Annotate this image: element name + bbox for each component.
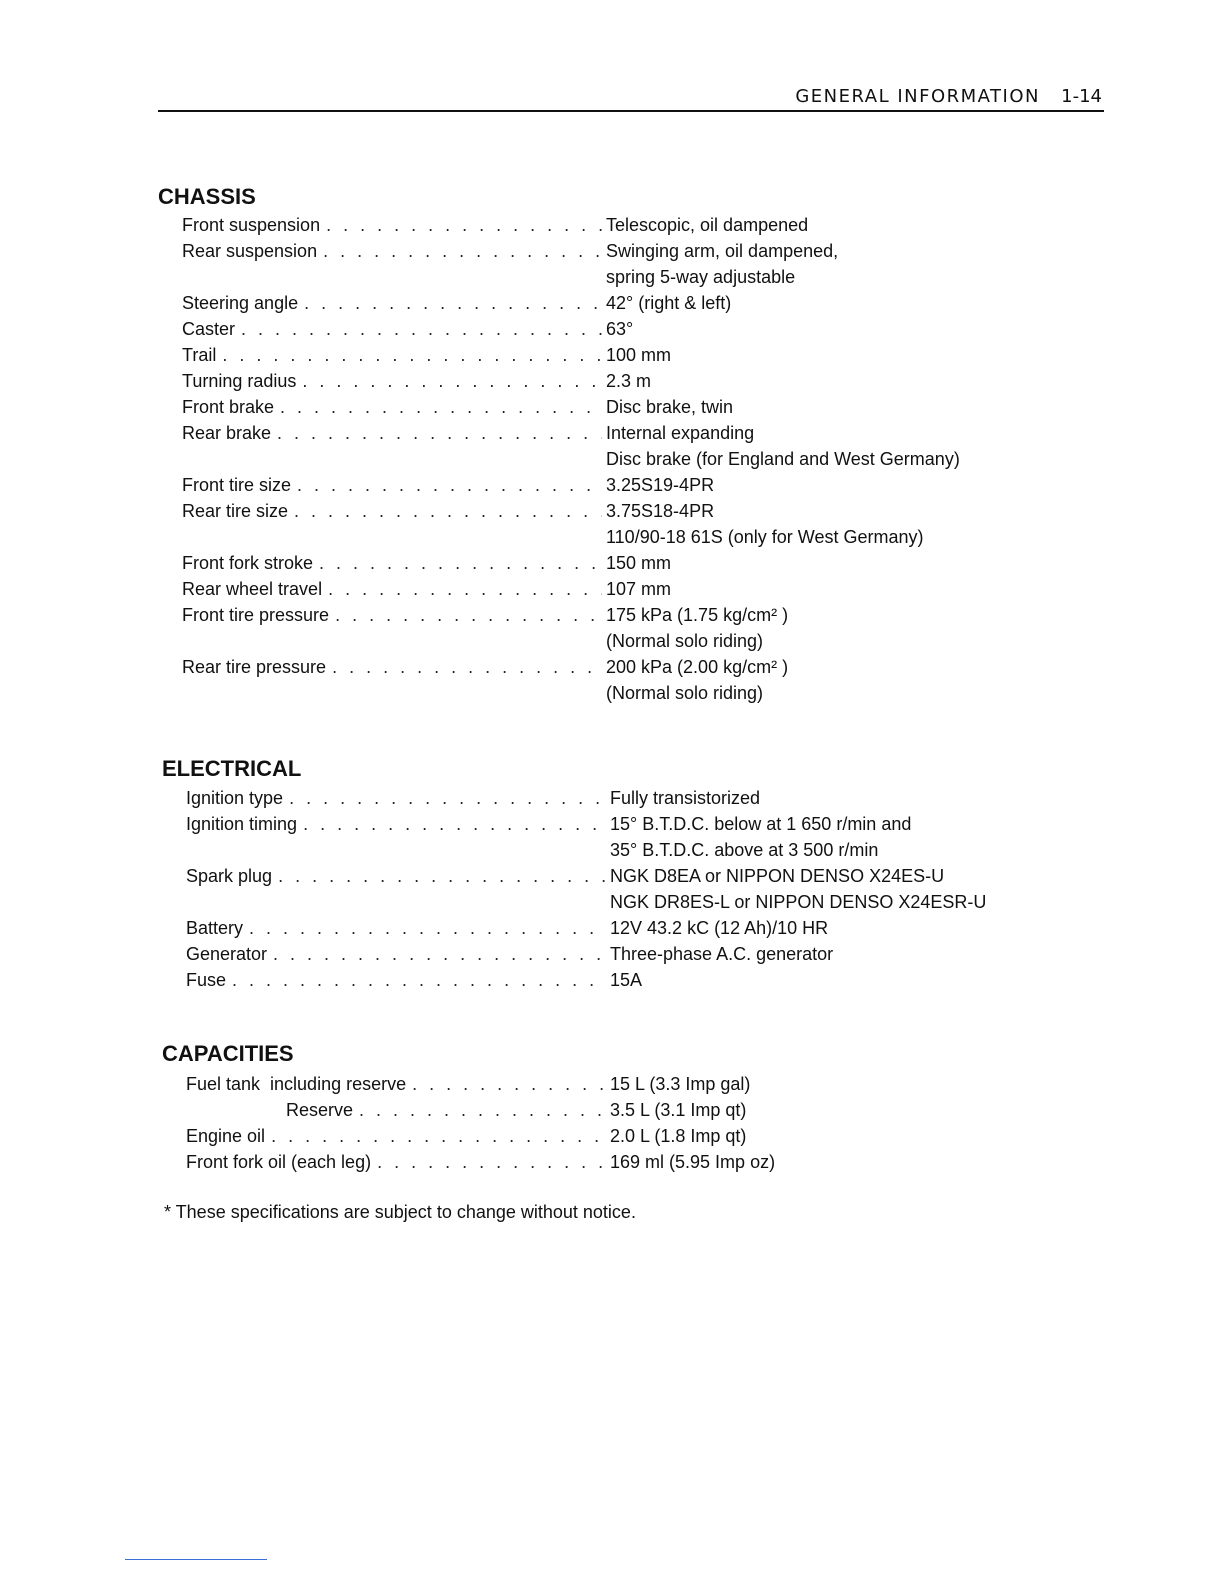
spec-value: spring 5-way adjustable	[606, 267, 796, 287]
dot-leader	[291, 472, 602, 498]
spec-row	[182, 680, 1042, 706]
dot-leader	[283, 785, 606, 811]
spec-label: Steering angle	[182, 293, 299, 313]
spec-value: Internal expanding	[606, 423, 755, 443]
spec-value: 2.3 m	[606, 371, 652, 391]
spec-label-cell	[182, 576, 602, 602]
chassis-spec-list	[182, 212, 1042, 706]
dot-leader	[235, 316, 602, 342]
spec-label: Turning radius	[182, 371, 297, 391]
dot-leader	[216, 342, 602, 368]
spec-value: 12V 43.2 kC (12 Ah)/10 HR	[610, 918, 829, 938]
spec-value: 2.0 L (1.8 Imp qt)	[610, 1126, 747, 1146]
spec-row	[182, 264, 1042, 290]
dot-leader	[243, 915, 606, 941]
spec-value: 63°	[606, 319, 634, 339]
spec-value: 3.75S18-4PR	[606, 501, 715, 521]
spec-row	[182, 550, 1042, 576]
dot-leader	[353, 1097, 606, 1123]
spec-row	[186, 941, 1046, 967]
dot-leader	[298, 290, 602, 316]
capacities-spec-list	[186, 1071, 1046, 1175]
spec-row	[182, 368, 1042, 394]
dot-leader	[371, 1149, 606, 1175]
dot-leader	[272, 863, 606, 889]
spec-value: 200 kPa (2.00 kg/cm² )	[606, 657, 789, 677]
dot-leader	[226, 967, 606, 993]
spec-row	[186, 1097, 1046, 1123]
spec-value: 100 mm	[606, 345, 672, 365]
dot-leader	[320, 212, 602, 238]
spec-label-cell	[182, 602, 602, 628]
spec-row	[182, 654, 1042, 680]
spec-value: Disc brake (for England and West Germany)	[606, 449, 960, 469]
spec-value: Telescopic, oil dampened	[606, 215, 809, 235]
spec-row	[186, 1149, 1046, 1175]
spec-row	[182, 498, 1042, 524]
spec-row	[186, 889, 1046, 915]
dot-leader	[274, 394, 602, 420]
spec-value: 15 L (3.3 Imp gal)	[610, 1074, 751, 1094]
spec-label: Front brake	[182, 397, 275, 417]
spec-row	[182, 342, 1042, 368]
spec-row	[182, 446, 1042, 472]
spec-value: NGK DR8ES-L or NIPPON DENSO X24ESR-U	[610, 892, 987, 912]
spec-value: 42° (right & left)	[606, 293, 732, 313]
spec-label: Reserve	[286, 1100, 354, 1120]
header-title: GENERAL INFORMATION	[795, 86, 1040, 107]
electrical-spec-list	[186, 785, 1046, 993]
spec-value: 15° B.T.D.C. below at 1 650 r/min and	[610, 814, 912, 834]
spec-label: Spark plug	[186, 866, 273, 886]
spec-row	[186, 837, 1046, 863]
spec-row	[182, 394, 1042, 420]
spec-row	[186, 811, 1046, 837]
spec-label-cell	[186, 941, 606, 967]
spec-label: Rear suspension	[182, 241, 318, 261]
electrical-title: ELECTRICAL	[162, 756, 302, 781]
spec-label-cell	[186, 1149, 606, 1175]
spec-row	[186, 1123, 1046, 1149]
spec-row	[182, 238, 1042, 264]
dot-leader	[297, 811, 606, 837]
spec-label-cell	[182, 498, 602, 524]
spec-label-cell	[182, 212, 602, 238]
dot-leader	[322, 576, 602, 602]
capacities-title: CAPACITIES	[162, 1041, 294, 1066]
spec-label-cell	[182, 472, 602, 498]
dot-leader	[296, 368, 602, 394]
spec-label-cell	[182, 394, 602, 420]
spec-value: 3.5 L (3.1 Imp qt)	[610, 1100, 747, 1120]
spec-label: Front tire pressure	[182, 605, 330, 625]
footnote: * These specifications are subject to change without notice.	[164, 1202, 636, 1222]
spec-row	[186, 785, 1046, 811]
spec-row	[186, 863, 1046, 889]
spec-label: Generator	[186, 944, 268, 964]
spec-label-cell	[182, 420, 602, 446]
spec-label-cell	[182, 368, 602, 394]
spec-row	[182, 524, 1042, 550]
spec-row	[186, 1071, 1046, 1097]
spec-row	[182, 602, 1042, 628]
spec-label-cell	[182, 342, 602, 368]
spec-value: 110/90-18 61S (only for West Germany)	[606, 527, 924, 547]
scan-edge-line	[125, 1559, 267, 1560]
spec-row	[182, 628, 1042, 654]
spec-row	[186, 915, 1046, 941]
spec-label-cell	[186, 863, 606, 889]
spec-value: 35° B.T.D.C. above at 3 500 r/min	[610, 840, 879, 860]
spec-label: Fuel tank including reserve	[186, 1074, 407, 1094]
spec-label: Front tire size	[182, 475, 292, 495]
spec-label-cell	[182, 238, 602, 264]
spec-row	[182, 472, 1042, 498]
spec-label: Rear wheel travel	[182, 579, 323, 599]
spec-row	[186, 967, 1046, 993]
spec-label: Rear brake	[182, 423, 272, 443]
spec-row	[182, 576, 1042, 602]
dot-leader	[267, 941, 606, 967]
spec-value: 15A	[610, 970, 643, 990]
spec-label: Engine oil	[186, 1126, 266, 1146]
spec-row	[182, 212, 1042, 238]
spec-label: Front fork oil (each leg)	[186, 1152, 372, 1172]
spec-value: NGK D8EA or NIPPON DENSO X24ES-U	[610, 866, 945, 886]
dot-leader	[271, 420, 602, 446]
chassis-title: CHASSIS	[158, 184, 256, 209]
spec-value: 150 mm	[606, 553, 672, 573]
spec-value: 169 ml (5.95 Imp oz)	[610, 1152, 776, 1172]
spec-label-cell	[186, 967, 606, 993]
spec-label-cell	[186, 1123, 606, 1149]
spec-label: Battery	[186, 918, 244, 938]
dot-leader	[326, 654, 602, 680]
spec-label-cell	[186, 1097, 606, 1123]
spec-label: Ignition type	[186, 788, 284, 808]
spec-value: Three-phase A.C. generator	[610, 944, 834, 964]
spec-label: Front suspension	[182, 215, 321, 235]
spec-label: Rear tire pressure	[182, 657, 327, 677]
spec-value: 175 kPa (1.75 kg/cm² )	[606, 605, 789, 625]
spec-value: Fully transistorized	[610, 788, 761, 808]
dot-leader	[406, 1071, 606, 1097]
dot-leader	[288, 498, 602, 524]
spec-label-cell	[186, 1071, 606, 1097]
dot-leader	[317, 238, 602, 264]
spec-label: Front fork stroke	[182, 553, 314, 573]
spec-value: 107 mm	[606, 579, 672, 599]
spec-label-cell	[182, 290, 602, 316]
spec-label: Fuse	[186, 970, 227, 990]
dot-leader	[265, 1123, 606, 1149]
spec-row	[182, 316, 1042, 342]
spec-label-cell	[186, 915, 606, 941]
spec-value: (Normal solo riding)	[606, 631, 764, 651]
spec-label: Rear tire size	[182, 501, 289, 521]
spec-label-cell	[186, 811, 606, 837]
spec-label-cell	[182, 316, 602, 342]
dot-leader	[313, 550, 602, 576]
page-number: 1-14	[1061, 86, 1102, 107]
spec-label-cell	[186, 785, 606, 811]
dot-leader	[329, 602, 602, 628]
spec-value: 3.25S19-4PR	[606, 475, 715, 495]
spec-label: Ignition timing	[186, 814, 298, 834]
page-header	[158, 86, 1104, 112]
spec-row	[182, 420, 1042, 446]
spec-label-cell	[182, 550, 602, 576]
spec-row	[182, 290, 1042, 316]
spec-value: Disc brake, twin	[606, 397, 734, 417]
spec-label: Trail	[182, 345, 217, 365]
spec-label: Caster	[182, 319, 236, 339]
spec-value: Swinging arm, oil dampened,	[606, 241, 839, 261]
spec-label-cell	[182, 654, 602, 680]
spec-value: (Normal solo riding)	[606, 683, 764, 703]
